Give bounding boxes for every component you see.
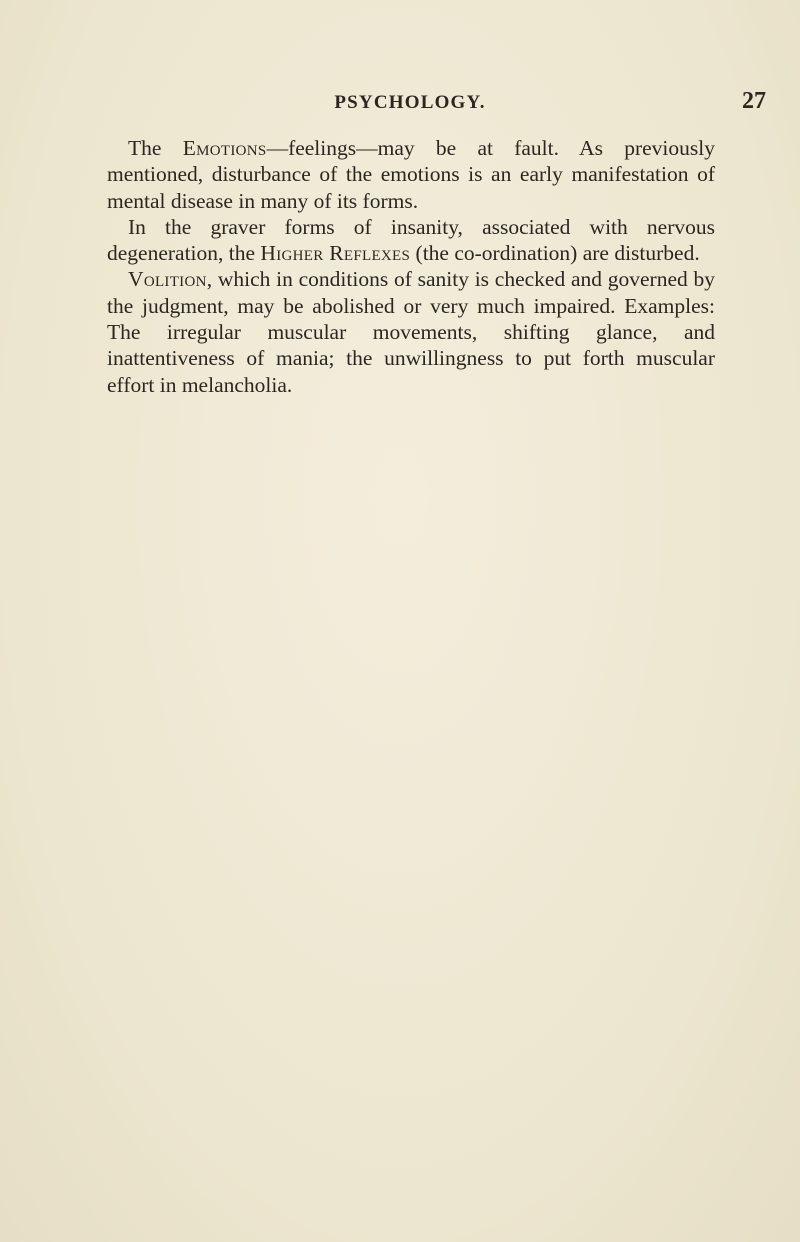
paragraph-lead: The <box>128 136 183 160</box>
term-emotions: Emotions <box>182 136 267 160</box>
paragraph-after: (the co-ordination) are disturbed. <box>410 241 700 266</box>
term-volition: Volition <box>128 267 207 292</box>
paragraph-higher-reflexes <box>107 214 715 267</box>
running-head <box>108 88 766 122</box>
page-number: 27 <box>742 88 766 114</box>
paragraph-emotions <box>107 135 715 214</box>
paragraph-volition <box>107 266 715 397</box>
term-higher-reflexes: Higher Reflexes <box>260 241 411 266</box>
paragraph-rest: —feelings—may be at fault. As previously mentioned, disturbance of the emotions is an early manifestation of mental disease in many of its forms. <box>107 136 715 213</box>
paragraph-before: In the graver forms of insanity, associated with nervous degeneration, the <box>107 214 715 266</box>
body-text <box>107 135 715 398</box>
paragraph-rest: , which in conditions of sanity is checked and governed by the judgment, may be abolished or very much impaired. Examples: The irregular muscular movements, shifting glance, and inattentiveness of mania; the unwillingness to put forth muscular effort in melancholia. <box>107 267 715 397</box>
running-title: PSYCHOLOGY. <box>334 92 486 113</box>
